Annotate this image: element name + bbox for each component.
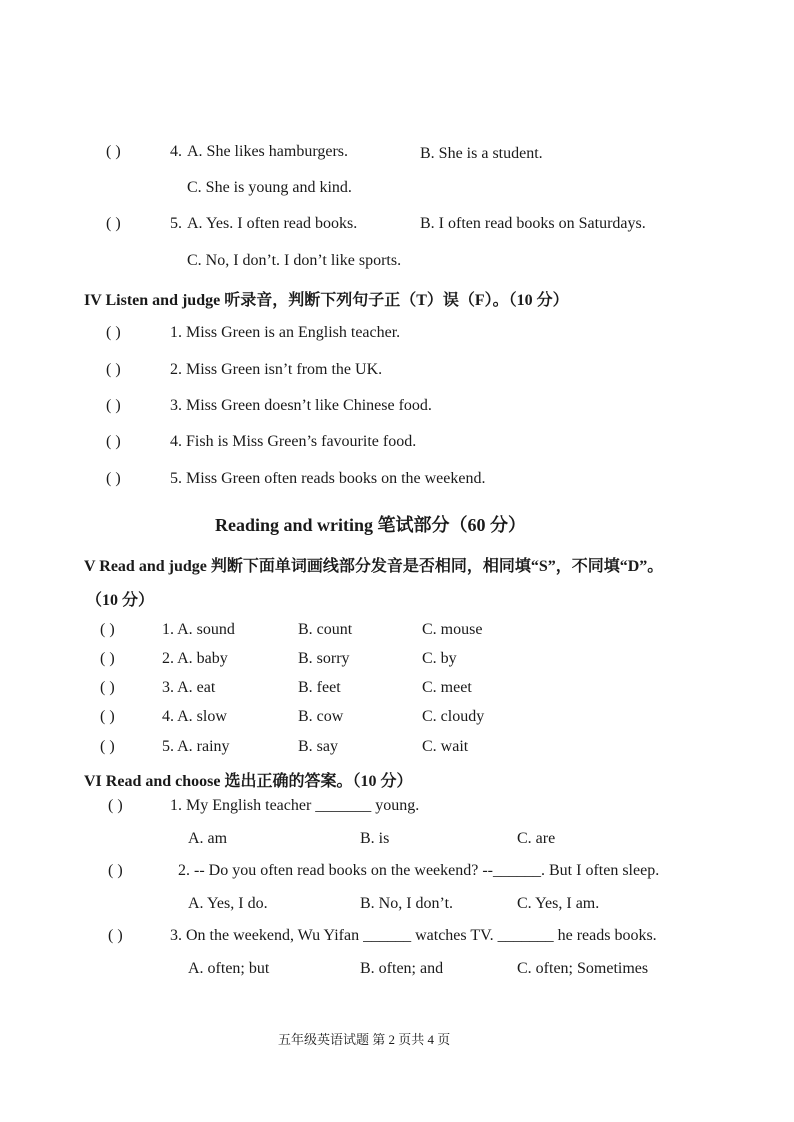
- question-number: 4.: [170, 143, 182, 160]
- answer-blank: ( ): [100, 708, 115, 725]
- word-a: 5. A. rainy: [162, 738, 230, 755]
- answer-blank: ( ): [106, 143, 121, 160]
- option-a: A. often; but: [188, 960, 270, 977]
- word-c: C. wait: [422, 738, 469, 755]
- question-text: 1. My English teacher _______ young.: [170, 797, 420, 814]
- answer-blank: ( ): [106, 470, 121, 487]
- word-c: C. by: [422, 650, 457, 667]
- answer-blank: ( ): [100, 650, 115, 667]
- answer-blank: ( ): [106, 397, 121, 414]
- option-b: B. is: [360, 830, 390, 847]
- answer-blank: ( ): [106, 324, 121, 341]
- word-b: B. feet: [298, 679, 341, 696]
- option-c: C. She is young and kind.: [187, 179, 352, 196]
- statement: 5. Miss Green often reads books on the weekend.: [170, 470, 486, 487]
- question-text: 3. On the weekend, Wu Yifan ______ watches TV. _______ he reads books.: [170, 927, 657, 944]
- option-a: A. She likes hamburgers.: [187, 143, 349, 160]
- option-c: C. Yes, I am.: [517, 895, 600, 912]
- word-a: 2. A. baby: [162, 650, 228, 667]
- answer-blank: ( ): [108, 862, 123, 879]
- answer-blank: ( ): [108, 927, 123, 944]
- answer-blank: ( ): [106, 433, 121, 450]
- answer-blank: ( ): [100, 679, 115, 696]
- word-a: 4. A. slow: [162, 708, 227, 725]
- word-b: B. count: [298, 621, 353, 638]
- answer-blank: ( ): [100, 621, 115, 638]
- answer-blank: ( ): [108, 797, 123, 814]
- word-c: C. mouse: [422, 621, 483, 638]
- option-a: A. Yes, I do.: [188, 895, 268, 912]
- option-b: B. No, I don’t.: [360, 895, 454, 912]
- section-v-heading: V Read and judge 判断下面单词画线部分发音是否相同，相同填“S”，不同填“D”。: [84, 558, 664, 575]
- word-c: C. cloudy: [422, 708, 485, 725]
- statement: 1. Miss Green is an English teacher.: [170, 324, 401, 341]
- option-a: A. am: [188, 830, 228, 847]
- option-a: A. Yes. I often read books.: [187, 215, 358, 232]
- answer-blank: ( ): [106, 215, 121, 232]
- section-iv-heading: IV Listen and judge 听录音，判断下列句子正（T）误（F）。（10 分）: [84, 292, 569, 309]
- statement: 2. Miss Green isn’t from the UK.: [170, 361, 383, 378]
- page-footer: 五年级英语试题 第 2 页共 4 页: [278, 1032, 451, 1047]
- word-b: B. cow: [298, 708, 344, 725]
- answer-blank: ( ): [106, 361, 121, 378]
- section-v-points: （10 分）: [86, 592, 155, 609]
- question-text: 2. -- Do you often read books on the weekend? --______. But I often sleep.: [178, 862, 660, 879]
- statement: 4. Fish is Miss Green’s favourite food.: [170, 433, 417, 450]
- option-b: B. I often read books on Saturdays.: [420, 215, 646, 232]
- word-b: B. say: [298, 738, 338, 755]
- statement: 3. Miss Green doesn’t like Chinese food.: [170, 397, 432, 414]
- option-b: B. She is a student.: [420, 145, 543, 162]
- word-c: C. meet: [422, 679, 472, 696]
- word-a: 3. A. eat: [162, 679, 216, 696]
- option-c: C. No, I don’t. I don’t like sports.: [187, 252, 402, 269]
- question-number: 5.: [170, 215, 182, 232]
- word-b: B. sorry: [298, 650, 350, 667]
- option-b: B. often; and: [360, 960, 444, 977]
- option-c: C. are: [517, 830, 556, 847]
- option-c: C. often; Sometimes: [517, 960, 649, 977]
- section-vi-heading: VI Read and choose 选出正确的答案。（10 分）: [84, 773, 413, 790]
- word-a: 1. A. sound: [162, 621, 235, 638]
- part-title: Reading and writing 笔试部分（60 分）: [215, 515, 527, 535]
- answer-blank: ( ): [100, 738, 115, 755]
